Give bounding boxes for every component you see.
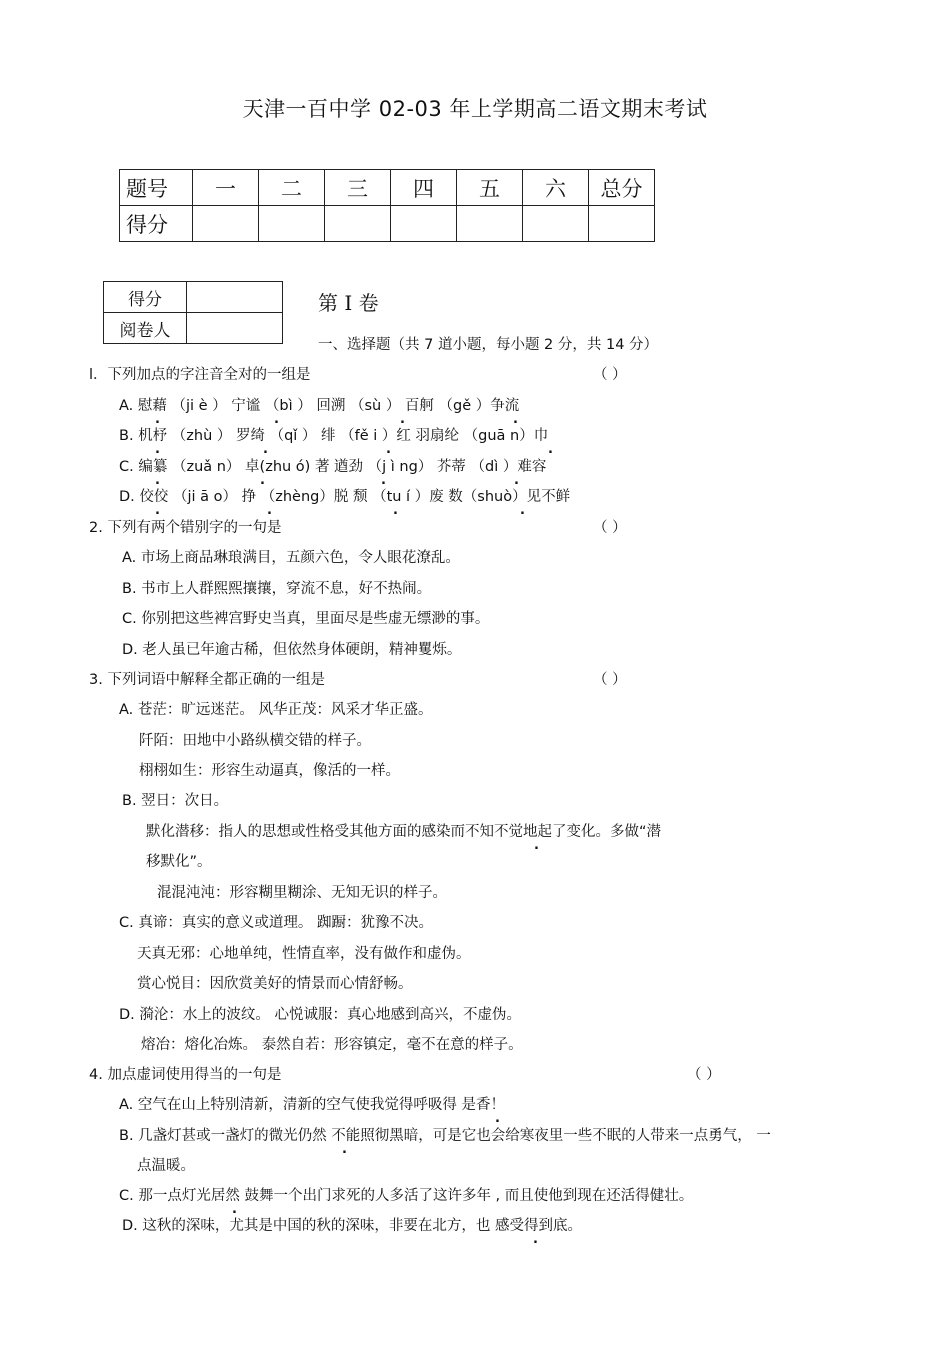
grader-box: [103, 281, 283, 344]
question-2-stem: 2. 下列有两个错别字的一句是: [89, 520, 282, 536]
emphasis-dot: .: [260, 473, 265, 488]
score-cell: [457, 206, 523, 242]
emphasis-dot: .: [533, 1232, 538, 1247]
emphasis-dot: .: [267, 503, 272, 518]
grader-score-label: 得分: [104, 282, 187, 313]
score-table-header-cell: 六: [523, 170, 589, 206]
q4-option-d: D. 这秋的深味，尤其是中国的秋的深味，非要在北方，也 感受得到底。: [122, 1218, 582, 1234]
q1-option-b: B. 机杼 （zhù ） 罗绮 （qǐ ） 绯 （fě i ）红 羽扇纶 （guā n）巾: [119, 428, 549, 444]
q2-option-a: A. 市场上商品琳琅满目，五颜六色，令人眼花潦乱。: [122, 550, 460, 566]
q1-option-c: C. 编纂 （zuǎ n） 卓(zhu ó) 著 遒劲 （j ì ng） 芥蒂 （dì ）难容: [119, 459, 547, 475]
score-cell: [523, 206, 589, 242]
q2-option-d: D. 老人虽已年逾古稀，但依然身体硬朗，精神矍烁。: [122, 642, 462, 658]
emphasis-dot: .: [155, 473, 160, 488]
q3-option-d-line1: D. 漪沦：水上的波纹。 心悦诚服：真心地感到高兴，不虚伪。: [119, 1007, 521, 1023]
q3-option-c-line3: 赏心悦目：因欣赏美好的情景而心情舒畅。: [137, 976, 413, 992]
score-table-header-cell: 题号: [120, 170, 193, 206]
q4-option-b-line1: B. 几盏灯甚或一盏灯的微光仍然 不能照彻黑暗，可是它也会给寒夜里一些不眠的人带来一点勇气， 一: [119, 1128, 771, 1144]
score-cell: [325, 206, 391, 242]
emphasis-dot: .: [520, 503, 525, 518]
q1-option-d: D. 佼佼 （ji ā o） 挣 （zhèng）脱 颓 （tu í ）废 数（shuò）见不鲜: [119, 489, 571, 505]
emphasis-dot: .: [155, 442, 160, 457]
question-4-stem: 4. 加点虚词使用得当的一句是: [89, 1067, 282, 1083]
q3-option-a-line3: 栩栩如生：形容生动逼真，像活的一样。: [139, 763, 400, 779]
q3-option-c-line1: C. 真谛：真实的意义或道理。 踟蹰：犹豫不决。: [119, 915, 433, 931]
question-4-answer-paren: （ ）: [687, 1067, 721, 1083]
score-table-header-cell: 三: [325, 170, 391, 206]
score-row-label: 得分: [120, 206, 193, 242]
score-table-header-cell: 四: [391, 170, 457, 206]
score-cell: [259, 206, 325, 242]
q3-option-b-line1: B. 翌日：次日。: [122, 793, 229, 809]
emphasis-dot: .: [393, 503, 398, 518]
q3-option-a-line2: 阡陌：田地中小路纵横交错的样子。: [139, 733, 371, 749]
score-cell: [391, 206, 457, 242]
emphasis-dot: .: [274, 412, 279, 427]
score-table-header-row: [120, 170, 655, 206]
emphasis-dot: .: [548, 442, 553, 457]
q4-option-c: C. 那一点灯光居然 鼓舞一个出门求死的人多活了这许多年 , 而且使他到现在还活得健壮。: [119, 1188, 694, 1204]
emphasis-dot: .: [514, 473, 519, 488]
emphasis-dot: .: [513, 412, 518, 427]
score-table-header-cell: 二: [259, 170, 325, 206]
emphasis-dot: .: [381, 473, 386, 488]
q2-option-c: C. 你别把这些裨宫野史当真，里面尽是些虚无缥渺的事。: [122, 611, 490, 627]
q2-option-b: B. 书市上人群熙熙攘攘，穿流不息，好不热闹。: [122, 581, 432, 597]
score-table-score-row: [120, 206, 655, 242]
emphasis-dot: .: [495, 1111, 500, 1126]
q4-option-a: A. 空气在山上特别清新，清新的空气使我觉得呼吸得 是香！: [119, 1097, 505, 1113]
score-table-header-cell: 总分: [589, 170, 655, 206]
score-table-header-cell: 一: [193, 170, 259, 206]
q3-option-c-line2: 天真无邪：心地单纯，性情直率，没有做作和虚伪。: [137, 946, 471, 962]
volume-title: 第 I 卷: [318, 291, 379, 315]
question-1-stem: l．下列加点的字注音全对的一组是: [89, 367, 311, 383]
question-2-answer-paren: （ ）: [593, 520, 627, 536]
grader-name-label: 阅卷人: [104, 313, 187, 344]
grader-score-cell: [187, 282, 283, 313]
question-3-stem: 3. 下列词语中解释全都正确的一组是: [89, 672, 325, 688]
grader-name-cell: [187, 313, 283, 344]
emphasis-dot: .: [534, 838, 539, 853]
q3-option-b-line3: 移默化”。: [146, 854, 212, 870]
emphasis-dot: .: [155, 412, 160, 427]
emphasis-dot: .: [155, 503, 160, 518]
emphasis-dot: .: [386, 442, 391, 457]
emphasis-dot: .: [342, 1142, 347, 1157]
q3-option-b-line4: 混混沌沌：形容糊里糊涂、无知无识的样子。: [157, 885, 447, 901]
question-3-answer-paren: （ ）: [593, 672, 627, 688]
q3-option-a-line1: A. 苍茫：旷远迷茫。 风华正茂：风采才华正盛。: [119, 702, 433, 718]
emphasis-dot: .: [400, 412, 405, 427]
score-cell: [589, 206, 655, 242]
q3-option-d-line2: 熔冶：熔化冶炼。 泰然自若：形容镇定，毫不在意的样子。: [141, 1037, 523, 1053]
question-1-answer-paren: （ ）: [593, 367, 627, 383]
emphasis-dot: .: [263, 442, 268, 457]
exam-title: 天津一百中学 02-03 年上学期高二语文期末考试: [242, 97, 708, 121]
q4-option-b-line2: 点温暖。: [137, 1158, 195, 1174]
q3-option-b-line2: 默化潜移：指人的思想或性格受其他方面的感染而不知不觉地起了变化。多做“潜: [146, 824, 662, 840]
emphasis-dot: .: [232, 1202, 237, 1217]
score-table-header-cell: 五: [457, 170, 523, 206]
score-cell: [193, 206, 259, 242]
q1-option-a: A. 慰藉 （ji è ） 宁谧 （bì ） 回溯 （sù ） 百舸 （gě ）争流: [119, 398, 520, 414]
section-heading: 一、选择题（共 7 道小题，每小题 2 分，共 14 分）: [318, 337, 659, 353]
score-table: [119, 169, 655, 242]
